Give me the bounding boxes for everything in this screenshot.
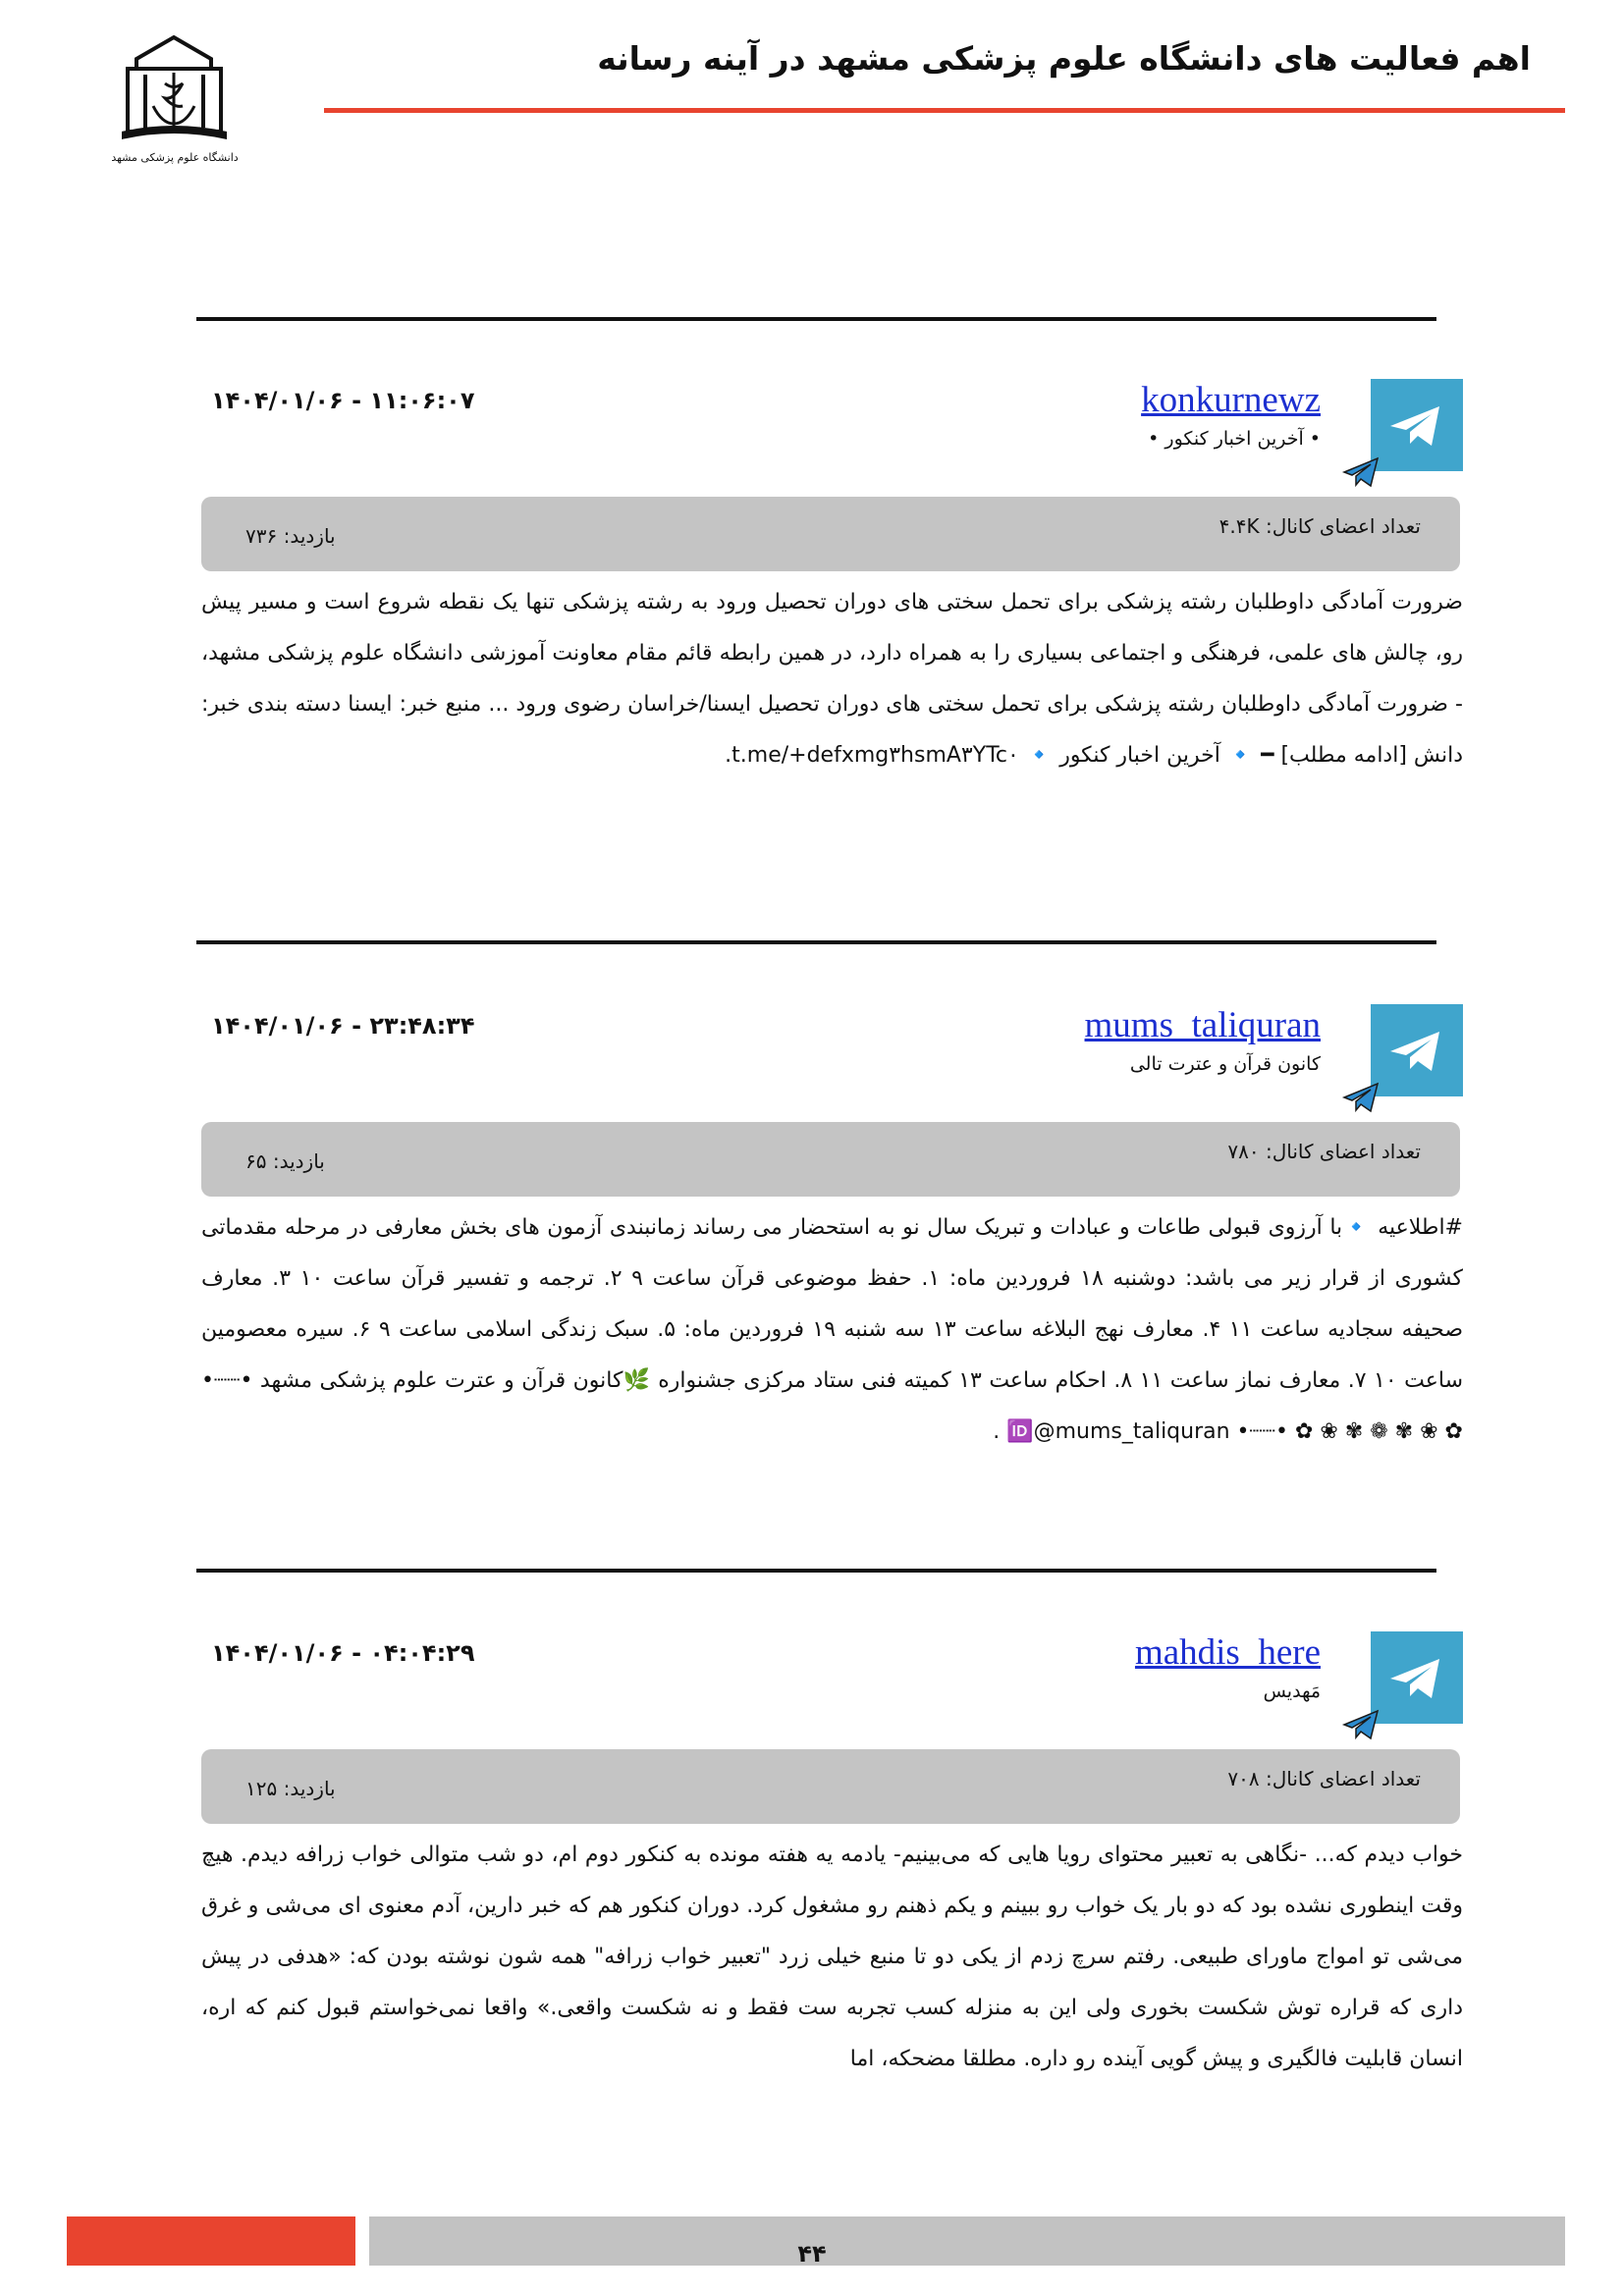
channel-link[interactable]: konkurnewz xyxy=(1141,380,1321,420)
channel-description: • آخرین اخبار کنکور • xyxy=(1148,428,1321,450)
member-count: تعداد اعضای کانال: ۴.۴K xyxy=(1218,514,1421,538)
channel-link[interactable]: mums_taliquran xyxy=(1084,1005,1321,1045)
post-body: خواب دیدم که... -نگاهی به تعبیر محتوای رویا هایی که می‌بینیم- یادمه یه هفته مونده به کنکور دوم ام، دو شب متوالی خواب زرافه دیدم. هیچ وقت اینطوری نشده بود که دو بار یک خواب رو ببینم و یکم ذهنم رو مشغول کرد. دوران کنکور هم که خبر دارین، آدم معنوی ای می‌شی و غرق می‌شی تو امواج ماورای طبیعی. رفتم سرچ زدم از یکی دو تا منبع خیلی زرد "تعبیر خواب زرافه" همه شون نوشته بودن که: «هدفی در پیش داری که قراره توش شکست بخوری ولی این به منزله کسب تجربه ست فقط و نه شکست واقعی.» واقعا نمی‌خواستم قبول کنم که اره، انسان قابلیت فالگیری و پیش گویی آینده رو داره. مطلقا مضحکه، اما xyxy=(201,1842,1463,2071)
separator xyxy=(196,1569,1436,1573)
stats-bar xyxy=(201,1122,1460,1197)
post-card xyxy=(196,379,1463,830)
member-count: تعداد اعضای کانال: ۷۸۰ xyxy=(1227,1140,1421,1163)
view-count: بازدید: ۱۲۵ xyxy=(245,1777,336,1800)
telegram-logo-icon xyxy=(1371,1004,1463,1096)
telegram-logo-icon xyxy=(1371,1631,1463,1724)
svg-text:دانشگاه علوم پزشکی مشهد: دانشگاه علوم پزشکی مشهد xyxy=(111,151,239,164)
stats-bar xyxy=(201,1749,1460,1824)
post-card xyxy=(196,1004,1463,1475)
separator xyxy=(196,317,1436,321)
post-datetime: ۱۴۰۴/۰۱/۰۶ - ۲۳:۴۸:۳۴ xyxy=(211,1012,475,1040)
post-datetime: ۱۴۰۴/۰۱/۰۶ - ۱۱:۰۶:۰۷ xyxy=(211,387,475,414)
telegram-plane-icon xyxy=(1341,1705,1380,1744)
university-logo xyxy=(108,29,241,167)
post-body: ضرورت آمادگی داوطلبان رشته پزشکی برای تحمل سختی های دوران تحصیل ورود به رشته پزشکی تنها یک نقطه شروع است و مسیر پیش رو، چالش های علمی، فرهنگی و اجتماعی بسیاری را به همراه دارد، در همین رابطه قائم مقام معاونت آموزشی دانشگاه علوم پزشکی مشهد، - ضرورت آمادگی داوطلبان رشته پزشکی برای تحمل سختی های دوران تحصیل ایسنا/خراسان رضوی ورود ... منبع خبر: ایسنا دسته بندی خبر: دانش [ادامه مطلب] ━ 🔹 آخرین اخبار کنکور 🔹 t.me/+defxmg۳hsmA۳YTc۰. xyxy=(201,590,1463,768)
post-card xyxy=(196,1631,1463,2103)
view-count: بازدید: ۷۳۶ xyxy=(245,524,336,548)
post-datetime: ۱۴۰۴/۰۱/۰۶ - ۰۴:۰۴:۲۹ xyxy=(211,1639,475,1667)
separator xyxy=(196,940,1436,944)
telegram-plane-icon xyxy=(1341,453,1380,492)
header-underline xyxy=(324,108,1565,113)
page-number: ۴۴ xyxy=(797,2240,827,2268)
telegram-logo-icon xyxy=(1371,379,1463,471)
channel-description: کانون قرآن و عترت تالی xyxy=(1129,1053,1321,1075)
page-title: اهم فعالیت های دانشگاه علوم پزشکی مشهد در آینه رسانه xyxy=(597,39,1531,78)
telegram-plane-icon xyxy=(1341,1078,1380,1117)
post-body: #اطلاعیه 🔹با آرزوی قبولی طاعات و عبادات و تبریک سال نو به استحضار می رساند زمانبندی آزمون های بخش معارفی در مرحله مقدماتی کشوری از قرار زیر می باشد: دوشنبه ۱۸ فروردین ماه: ۱. حفظ موضوعی قرآن ساعت ۹ ۲. ترجمه و تفسیر قرآن ساعت ۱۰ ۳. معارف صحیفه سجادیه ساعت ۱۱ ۴. معارف نهج البلاغه ساعت ۱۳ سه شنبه ۱۹ فروردین ماه: ۵. سبک زندگی اسلامی ساعت ۹ ۶. سیره معصومین ساعت ۱۰ ۷. معارف نماز ساعت ۱۱ ۸. احکام ساعت ۱۳ کمیته فنی ستاد مرکزی جشنواره 🌿کانون قرآن و عترت علوم پزشکی مشهد •┈┈• ✿ ❀ ✾ ❁ ✾ ❀ ✿ •┈┈• 🆔@mums_taliquran . xyxy=(201,1215,1464,1444)
stats-bar xyxy=(201,497,1460,571)
channel-description: مَهدیس xyxy=(1263,1681,1321,1702)
view-count: بازدید: ۶۵ xyxy=(245,1149,325,1173)
channel-link[interactable]: mahdis_here xyxy=(1134,1632,1321,1673)
member-count: تعداد اعضای کانال: ۷۰۸ xyxy=(1227,1767,1421,1790)
